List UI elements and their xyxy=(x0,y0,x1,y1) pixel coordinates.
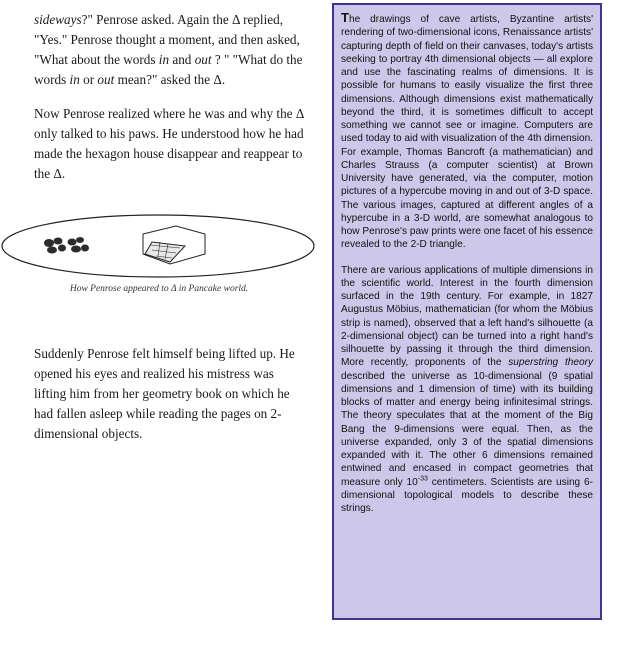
sidebar-paragraph-1 xyxy=(341,11,593,252)
pancake-world-drawing xyxy=(0,212,318,282)
sidebar-paragraph-2 xyxy=(341,264,593,516)
italic-word: out xyxy=(97,72,115,87)
text-run: centimeters. Scientists are using 6-dimensional topological models to describe these strings. xyxy=(341,476,593,514)
left-column xyxy=(34,10,304,184)
story-paragraph-3: Suddenly Penrose felt himself being lifted up. He opened his eyes and realized his mistress was lifting him from her geometry book on which he had fallen asleep while reading the pages on 2-dimensional objects. xyxy=(34,346,295,441)
drop-cap: T xyxy=(341,10,349,25)
italic-word: in xyxy=(158,52,170,67)
exponent: -33 xyxy=(417,475,428,483)
text-run: described the universe as 10-dimensional (9 spatial dimensions and 1 dimension of time) with its building blocks of matter and energy being infinitesimal strings. The theory speculates that at the moment of the Big Bang the 9-dimensions were equal. Then, as the universe expanded, only 3 of the spatial dimensions expanded with it. The other 6 dimensions remained entwined and encased in compact geometries that measure only 10 xyxy=(341,370,593,488)
story-paragraph-1 xyxy=(34,10,304,90)
sidebar-box xyxy=(332,3,602,620)
italic-term: superstring theory xyxy=(508,357,593,369)
story-paragraph-2: Now Penrose realized where he was and why the Δ only talked to his paws. He understood how he had made the hexagon house disappear and reappear to the Δ. xyxy=(34,106,304,181)
italic-word: sideways xyxy=(34,12,82,27)
text-run: ? " "What do the words xyxy=(34,52,303,87)
text-run: There are various applications of multiple dimensions in the scientific world. Interest in the fourth dimension surfaced in the 19th century. For example, in 1827 Augustus Möbius, mathematician (for whom the Möbius strip is named), observed that a left hand's silhouette (a 2-dimensional object) can be turned into a right hand's silhouette by passing it through the third dimension. More recently, proponents of the xyxy=(341,264,593,369)
text-run: ?" Penrose asked. Again the Δ replied, "Yes." Penrose thought a moment, and then asked, "What about the words xyxy=(34,12,300,67)
text-run: mean?" asked the Δ. xyxy=(114,72,226,87)
italic-word: in xyxy=(69,72,80,87)
text-run: and xyxy=(169,52,195,67)
text-run: he drawings of cave artists, Byzantine artists' rendering of two-dimensional icons, Renaissance artists' capturing depth of field on their canvases, today's artists seeking to portray 4th dimensional objects — all explore and use the fascinating realms of dimensions. It is possible for humans to easily visualize the first three dimensions. Although dimensions exist mathematically beyond the third, it is sometimes difficult to accept something we cannot see or imagine. Computers are used today to aid with visualization of the 4th dimension. For example, Thomas Bancroft (a mathematician) and Charles Strauss (a computer scientist) at Brown University have generated, via the computer, motion pictures of a hypercube moving in and out of 3-D space. The various images, captured at different angles of a hypercube in a 3-D world, are somewhat analogous to how Penrose's paw prints were one facet of his essence revealed to the 2-D triangle. xyxy=(341,14,593,251)
italic-word: out xyxy=(194,52,212,67)
text-run: or xyxy=(79,72,98,87)
figure-caption: How Penrose appeared to Δ in Pancake world. xyxy=(69,284,249,294)
paw-prints-icon xyxy=(44,237,89,254)
hexagon-house-icon xyxy=(143,226,205,264)
